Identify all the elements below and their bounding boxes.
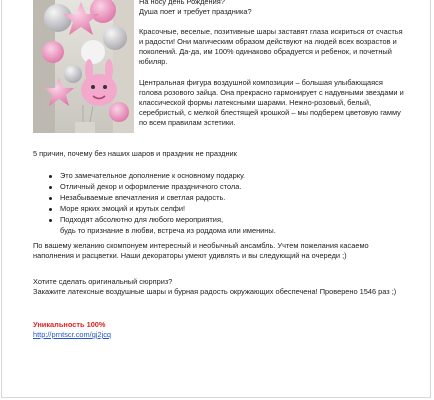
- screenshot-link[interactable]: http://prntscr.com/gj2jcq: [33, 330, 112, 339]
- bullet-icon: [49, 208, 52, 211]
- list-item-continuation: будь то признание в любви, встреча из роддома или именины.: [60, 225, 276, 235]
- uniqueness-label: Уникальность 100%: [33, 320, 106, 329]
- list-item: Подходят абсолютно для любого мероприятия,: [49, 215, 409, 226]
- reasons-list: [49, 171, 409, 236]
- paragraph-2: Центральная фигура воздушной композиции – большая улыбающаяся голова розового зайца. Она прекрасно гармонирует с надувными звездами и классической формы латексными шарами. Нежно-розовый, белый, серебристый, с мелкой блестящей крошкой – мы подберем цветовую гамму по всем правилам эстетики.: [139, 78, 404, 127]
- list-item: Это замечательное дополнение к основному подарку.: [49, 171, 409, 182]
- closing-block: [33, 277, 407, 297]
- list-item: Море ярких эмоций и крутых селфи!: [49, 204, 409, 215]
- bullet-icon: [49, 219, 52, 222]
- bullet-icon: [49, 175, 52, 178]
- bullet-icon: [49, 197, 52, 200]
- paragraph-1: Красочные, веселые, позитивные шары заставят глаза искриться от счастья и радости! Они магическим образом действуют на людей всех возрастов и поколений. Да-да, им 100% одинаково обрадуется и ребенок, и почетный юбиляр.: [139, 27, 403, 66]
- bullet-icon: [49, 186, 52, 189]
- closing-line-1: Хотите сделать оригинальный сюрприз?: [33, 277, 173, 286]
- list-item: Незабываемые впечатления и светлая радость.: [49, 193, 409, 204]
- list-item: Отличный декор и оформление праздничного стола.: [49, 182, 409, 193]
- intro-line-1: На носу день Рождения?: [139, 0, 225, 6]
- reasons-heading: 5 причин, почему без наших шаров и праздник не праздник: [33, 149, 237, 158]
- intro-column: [139, 0, 407, 128]
- reasons-heading-block: [33, 149, 407, 159]
- uniqueness-block: [33, 320, 407, 340]
- paragraph-3-block: [33, 241, 407, 261]
- balloons-image: [33, 0, 134, 133]
- paragraph-3: По вашему желанию скомпонуем интересный и необычный ансамбль. Учтем пожелания касаемо наполнения и расцветки. Наши декораторы умеют удивлять и вы следующий на очереди ;): [33, 241, 369, 260]
- closing-line-2: Закажите латексные воздушные шары и бурная радость окружающих обеспечена! Проверено 1546 раз ;): [33, 287, 397, 296]
- balloons-photo: [33, 0, 134, 133]
- intro-line-2: Душа поет и требует праздника?: [139, 7, 252, 16]
